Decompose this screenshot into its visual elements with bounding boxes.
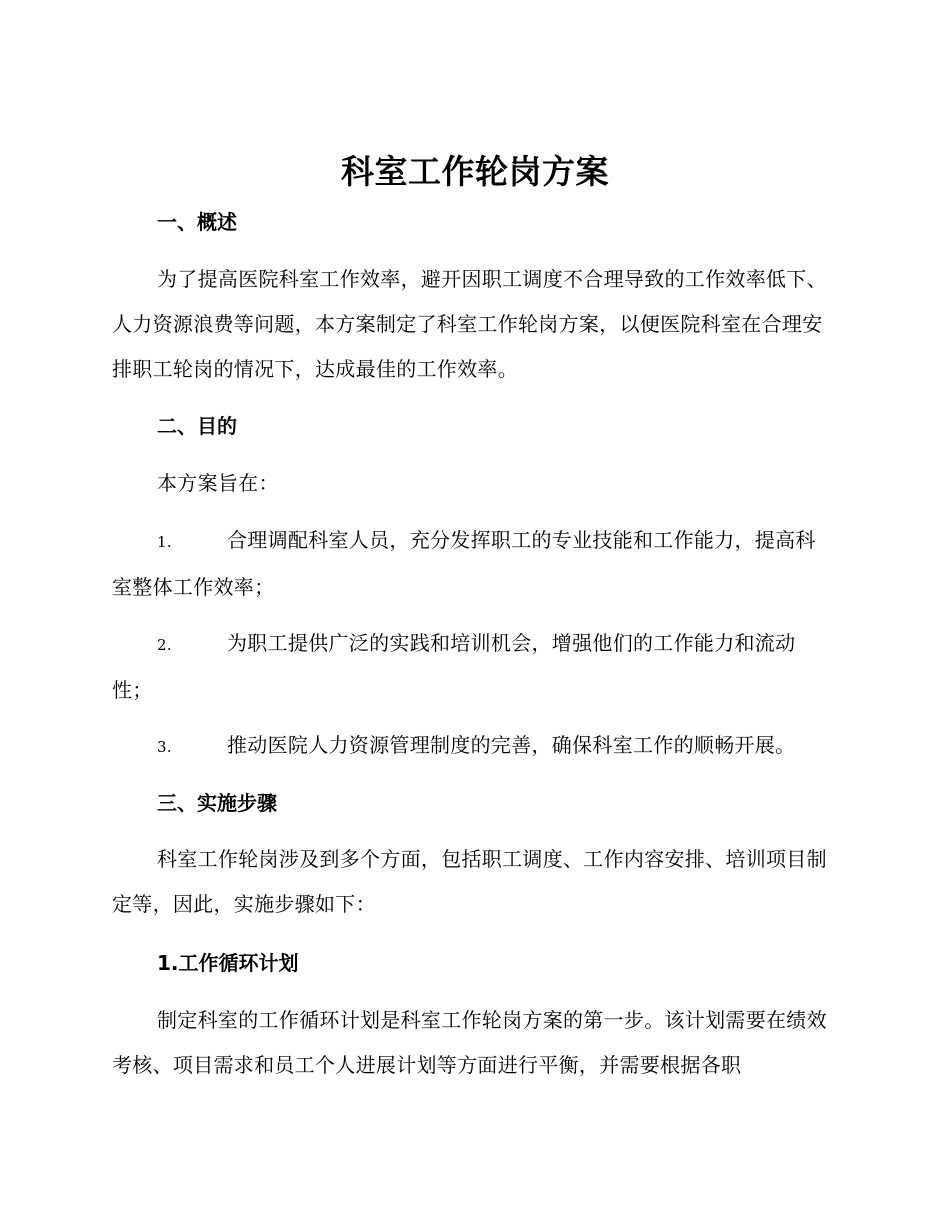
list-number: 3. (157, 738, 172, 756)
section-heading-overview: 一、概述 (157, 210, 237, 234)
purpose-intro: 本方案旨在： (157, 471, 279, 495)
document-title: 科室工作轮岗方案 (341, 152, 609, 191)
list-number: 1. (157, 533, 172, 551)
subsection-heading-work-cycle: 1.工作循环计划 (157, 951, 299, 975)
overview-paragraph: 为了提高医院科室工作效率，避开因职工调度不合理导致的工作效率低下、人力资源浪费等问题，本方案制定了科室工作轮岗方案，以便医院科室在合理安排职工轮岗的情况下，达成最佳的工作效率。 (112, 267, 827, 381)
list-item-text: 推动医院人力资源管理制度的完善，确保科室工作的顺畅开展。 (227, 733, 796, 757)
section-heading-purpose: 二、目的 (157, 414, 237, 438)
purpose-item-2 (112, 621, 832, 713)
work-cycle-paragraph: 制定科室的工作循环计划是科室工作轮岗方案的第一步。该计划需要在绩效考核、项目需求和员工个人进展计划等方面进行平衡，并需要根据各职 (112, 1008, 827, 1077)
list-number: 2. (157, 636, 172, 654)
purpose-item-1 (112, 518, 832, 610)
purpose-item-3 (112, 723, 832, 770)
list-item-text: 为职工提供广泛的实践和培训机会，增强他们的工作能力和流动性； (112, 631, 796, 702)
steps-paragraph: 科室工作轮岗涉及到多个方面，包括职工调度、工作内容安排、培训项目制定等，因此，实施步骤如下： (112, 847, 827, 916)
section-heading-steps: 三、实施步骤 (157, 791, 277, 815)
list-item-text: 合理调配科室人员，充分发挥职工的专业技能和工作能力，提高科室整体工作效率； (112, 528, 816, 599)
